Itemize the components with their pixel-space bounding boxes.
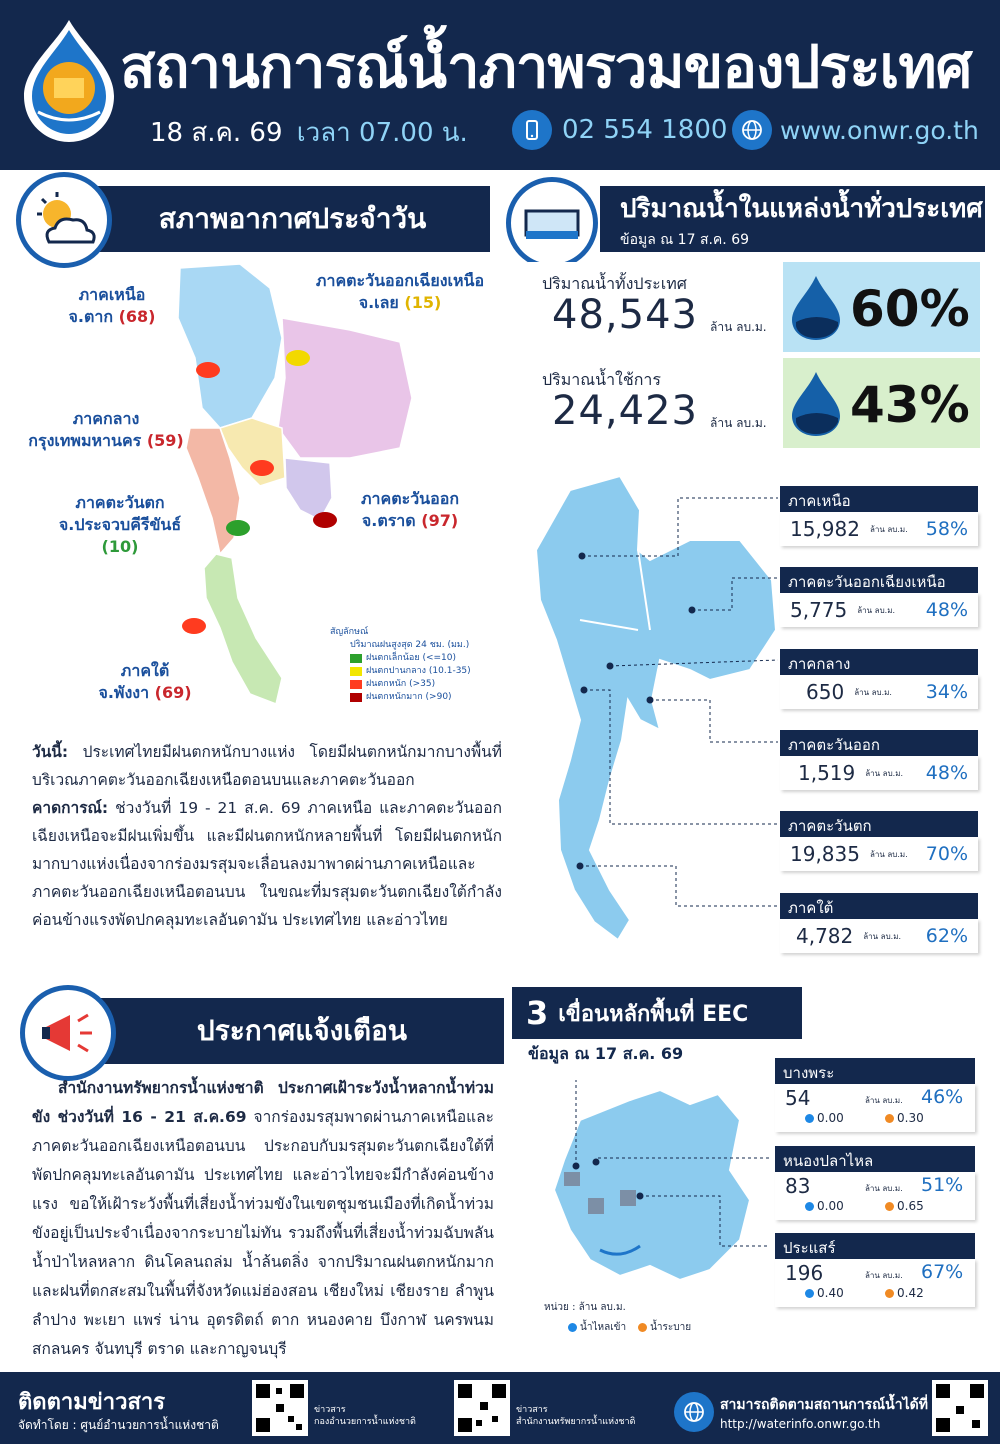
dam-bangphra: บางพระ 54 ล้าน ลบ.ม. 46% 0.00 0.30 bbox=[775, 1058, 975, 1132]
announcement-text bbox=[32, 1074, 494, 1364]
weather-region-east: ภาคตะวันออก จ.ตราด (97) bbox=[360, 489, 460, 530]
footer-follow-text: สามารถติดตามสถานการณ์น้ำได้ที่ bbox=[720, 1397, 928, 1413]
forecast-label: คาดการณ์: bbox=[32, 799, 109, 817]
eec-heading: 3 เขื่อนหลักพื้นที่ EEC bbox=[512, 987, 802, 1039]
qr2-caption: ข่าวสาร สำนักงานทรัพยากรน้ำแห่งชาติ bbox=[516, 1405, 636, 1427]
dam-prasae: ประแสร์ 196 ล้าน ลบ.ม. 67% 0.40 0.42 bbox=[775, 1233, 975, 1307]
water-region-south: ภาคใต้ 4,782 ล้าน ลบ.ม. 62% bbox=[780, 893, 978, 953]
announcement-heading: ประกาศแจ้งเตือน bbox=[100, 998, 504, 1064]
dam-nongplalai: หนองปลาไหล 83 ล้าน ลบ.ม. 51% 0.00 0.65 bbox=[775, 1146, 975, 1220]
eec-map bbox=[540, 1080, 770, 1295]
weather-region-central: ภาคกลาง กรุงเทพมหานคร (59) bbox=[28, 409, 184, 450]
water-usable-value: 24,423 bbox=[552, 388, 698, 434]
phone-icon bbox=[512, 110, 552, 150]
report-time: เวลา 07.00 น. bbox=[296, 118, 468, 148]
legend-swatch-heavy bbox=[350, 680, 362, 689]
today-label: วันนี้: bbox=[32, 743, 69, 761]
water-usable-percent: 43% bbox=[850, 376, 970, 434]
water-drop-icon bbox=[786, 368, 846, 438]
globe-icon bbox=[674, 1392, 714, 1432]
weather-region-west: ภาคตะวันตก จ.ประจวบคีรีขันธ์ (10) bbox=[58, 493, 182, 556]
water-total-value: 48,543 bbox=[552, 292, 698, 338]
weather-heading: สภาพอากาศประจำวัน bbox=[95, 186, 490, 252]
footer-title: ติดตามข่าวสาร bbox=[18, 1390, 166, 1415]
eec-unit-note: หน่วย : ล้าน ลบ.ม. bbox=[544, 1302, 626, 1313]
forecast-text: ช่วงวันที่ 19 - 21 ส.ค. 69 ภาคเหนือ และภาคตะวันออกเฉียงเหนือจะมีฝนเพิ่มขึ้น และมีฝนตกหนักหลายพื้นที่ โดยมีฝนตกหนักมากบางแห่งเนื่องจากร่องมรสุมจะเลื่อนลงมาพาดผ่านภาคเหนือและภาคตะวันออกเฉียงเหนือตอนบน ในขณะที่มรสุมตะวันตกเฉียงใต้กำลังค่อนข้างแรงพัดปกคลุมทะเลอันดามัน ประเทศไทย และอ่าวไทย bbox=[32, 799, 502, 929]
qr-code-icon[interactable] bbox=[252, 1380, 308, 1436]
eec-subheading: ข้อมูล ณ 17 ส.ค. 69 bbox=[528, 1044, 684, 1063]
qr-code-icon[interactable] bbox=[454, 1380, 510, 1436]
report-date: 18 ส.ค. 69 bbox=[150, 118, 283, 148]
inflow-dot bbox=[568, 1323, 577, 1332]
water-heading: ปริมาณน้ำในแหล่งน้ำทั่วประเทศ ข้อมูล ณ 17 ส.ค. 69 bbox=[600, 186, 985, 252]
website-url: www.onwr.go.th bbox=[780, 115, 979, 145]
today-text: ประเทศไทยมีฝนตกหนักบางแห่ง โดยมีฝนตกหนักมากบางพื้นที่บริเวณภาคตะวันออกเฉียงเหนือตอนบนและภาคตะวันออก bbox=[32, 743, 502, 789]
weather-description bbox=[32, 738, 502, 934]
page-title: สถานการณ์น้ำภาพรวมของประเทศ bbox=[120, 33, 972, 101]
website-link[interactable] bbox=[732, 110, 979, 150]
water-drop-icon bbox=[786, 272, 846, 342]
footer-credit: จัดทำโดย : ศูนย์อำนวยการน้ำแห่งชาติ bbox=[18, 1418, 219, 1432]
legend-swatch-light bbox=[350, 654, 362, 663]
legend-swatch-very-heavy bbox=[350, 693, 362, 702]
onwr-logo-icon bbox=[14, 16, 124, 146]
water-region-west: ภาคตะวันตก 19,835 ล้าน ลบ.ม. 70% bbox=[780, 811, 978, 871]
weather-map bbox=[20, 258, 505, 728]
weather-region-south: ภาคใต้ จ.พังงา (69) bbox=[98, 661, 192, 702]
water-total-percent: 60% bbox=[850, 280, 970, 338]
outflow-dot bbox=[638, 1323, 647, 1332]
weather-region-northeast: ภาคตะวันออกเฉียงเหนือ จ.เลย (15) bbox=[315, 271, 485, 312]
qr1-caption: ข่าวสาร กองอำนวยการน้ำแห่งชาติ bbox=[314, 1405, 416, 1427]
qr-code-icon[interactable] bbox=[932, 1380, 988, 1436]
megaphone-icon bbox=[20, 985, 116, 1081]
water-usable-box: ปริมาณน้ำใช้การ 24,423 ล้าน ลบ.ม. 43% bbox=[528, 358, 980, 448]
water-region-east: ภาคตะวันออก 1,519 ล้าน ลบ.ม. 48% bbox=[780, 730, 978, 790]
phone-contact[interactable] bbox=[512, 110, 727, 150]
footer-url-link[interactable]: http://waterinfo.onwr.go.th bbox=[720, 1417, 881, 1431]
weather-region-north: ภาคเหนือ จ.ตาก (68) bbox=[68, 285, 156, 326]
weather-icon bbox=[16, 172, 112, 268]
legend-swatch-moderate bbox=[350, 667, 362, 676]
water-region-map bbox=[510, 470, 790, 950]
water-region-north: ภาคเหนือ 15,982 ล้าน ลบ.ม. 58% bbox=[780, 486, 978, 546]
water-region-northeast: ภาคตะวันออกเฉียงเหนือ 5,775 ล้าน ลบ.ม. 48% bbox=[780, 567, 978, 627]
rain-marker-north bbox=[196, 362, 220, 378]
globe-icon bbox=[732, 110, 772, 150]
phone-number: 02 554 1800 bbox=[562, 115, 728, 145]
report-datetime bbox=[150, 112, 468, 153]
eec-legend: น้ำไหลเข้า น้ำระบาย bbox=[568, 1320, 691, 1335]
announcement-body: จากร่องมรสุมพาดผ่านภาคเหนือและภาคตะวันออกเฉียงเหนือตอนบน ประกอบกับมรสุมตะวันตกเฉียงใต้ที่พัดปกคลุมทะเลอันดามัน ประเทศไทย และอ่าวไทยจะมีกำลังค่อนข้างแรง ขอให้เฝ้าระวังพื้นที่เสี่ยงน้ำท่วมขังในเขตชุมชนเมืองที่เกิดน้ำท่วมขังอยู่เป็นประจำเนื่องจากระบายไม่ทัน รวมถึงพื้นที่เสี่ยงน้ำท่วมฉับพลัน น้ำป่าไหลหลาก ดินโคลนถล่ม น้ำล้นตลิ่ง จากปริมาณฝนตกหนักมากและฝนที่ตกสะสมในพื้นที่จังหวัดแม่ฮ่องสอน เชียงใหม่ เชียงราย ลำพูน ลำปาง พะเยา แพร่ น่าน อุตรดิตถ์ ตาก หนองคาย บึงกาฬ นครพนม สกลนคร จันทบุรี ตราด และกาญจนบุรี bbox=[32, 1108, 494, 1358]
reservoir-icon bbox=[506, 177, 598, 269]
header bbox=[0, 0, 1000, 170]
footer bbox=[0, 1372, 1000, 1444]
water-region-central: ภาคกลาง 650 ล้าน ลบ.ม. 34% bbox=[780, 649, 978, 709]
water-total-box: ปริมาณน้ำทั้งประเทศ 48,543 ล้าน ลบ.ม. 60% bbox=[528, 262, 980, 352]
announcement-lead: สำนักงานทรัพยากรน้ำแห่งชาติ ประกาศเฝ้าระวังน้ำหลากน้ำท่วมขัง ช่วงวันที่ 16 - 21 ส.ค.69 bbox=[32, 1079, 494, 1126]
rain-legend: สัญลักษณ์ ปริมาณฝนสูงสุด 24 ชม. (มม.) ฝนตกเล็กน้อย (<=10) ฝนตกปานกลาง (10.1-35) ฝนตกหนัก (>35) ฝนตกหนักมาก (>90) bbox=[330, 627, 471, 702]
